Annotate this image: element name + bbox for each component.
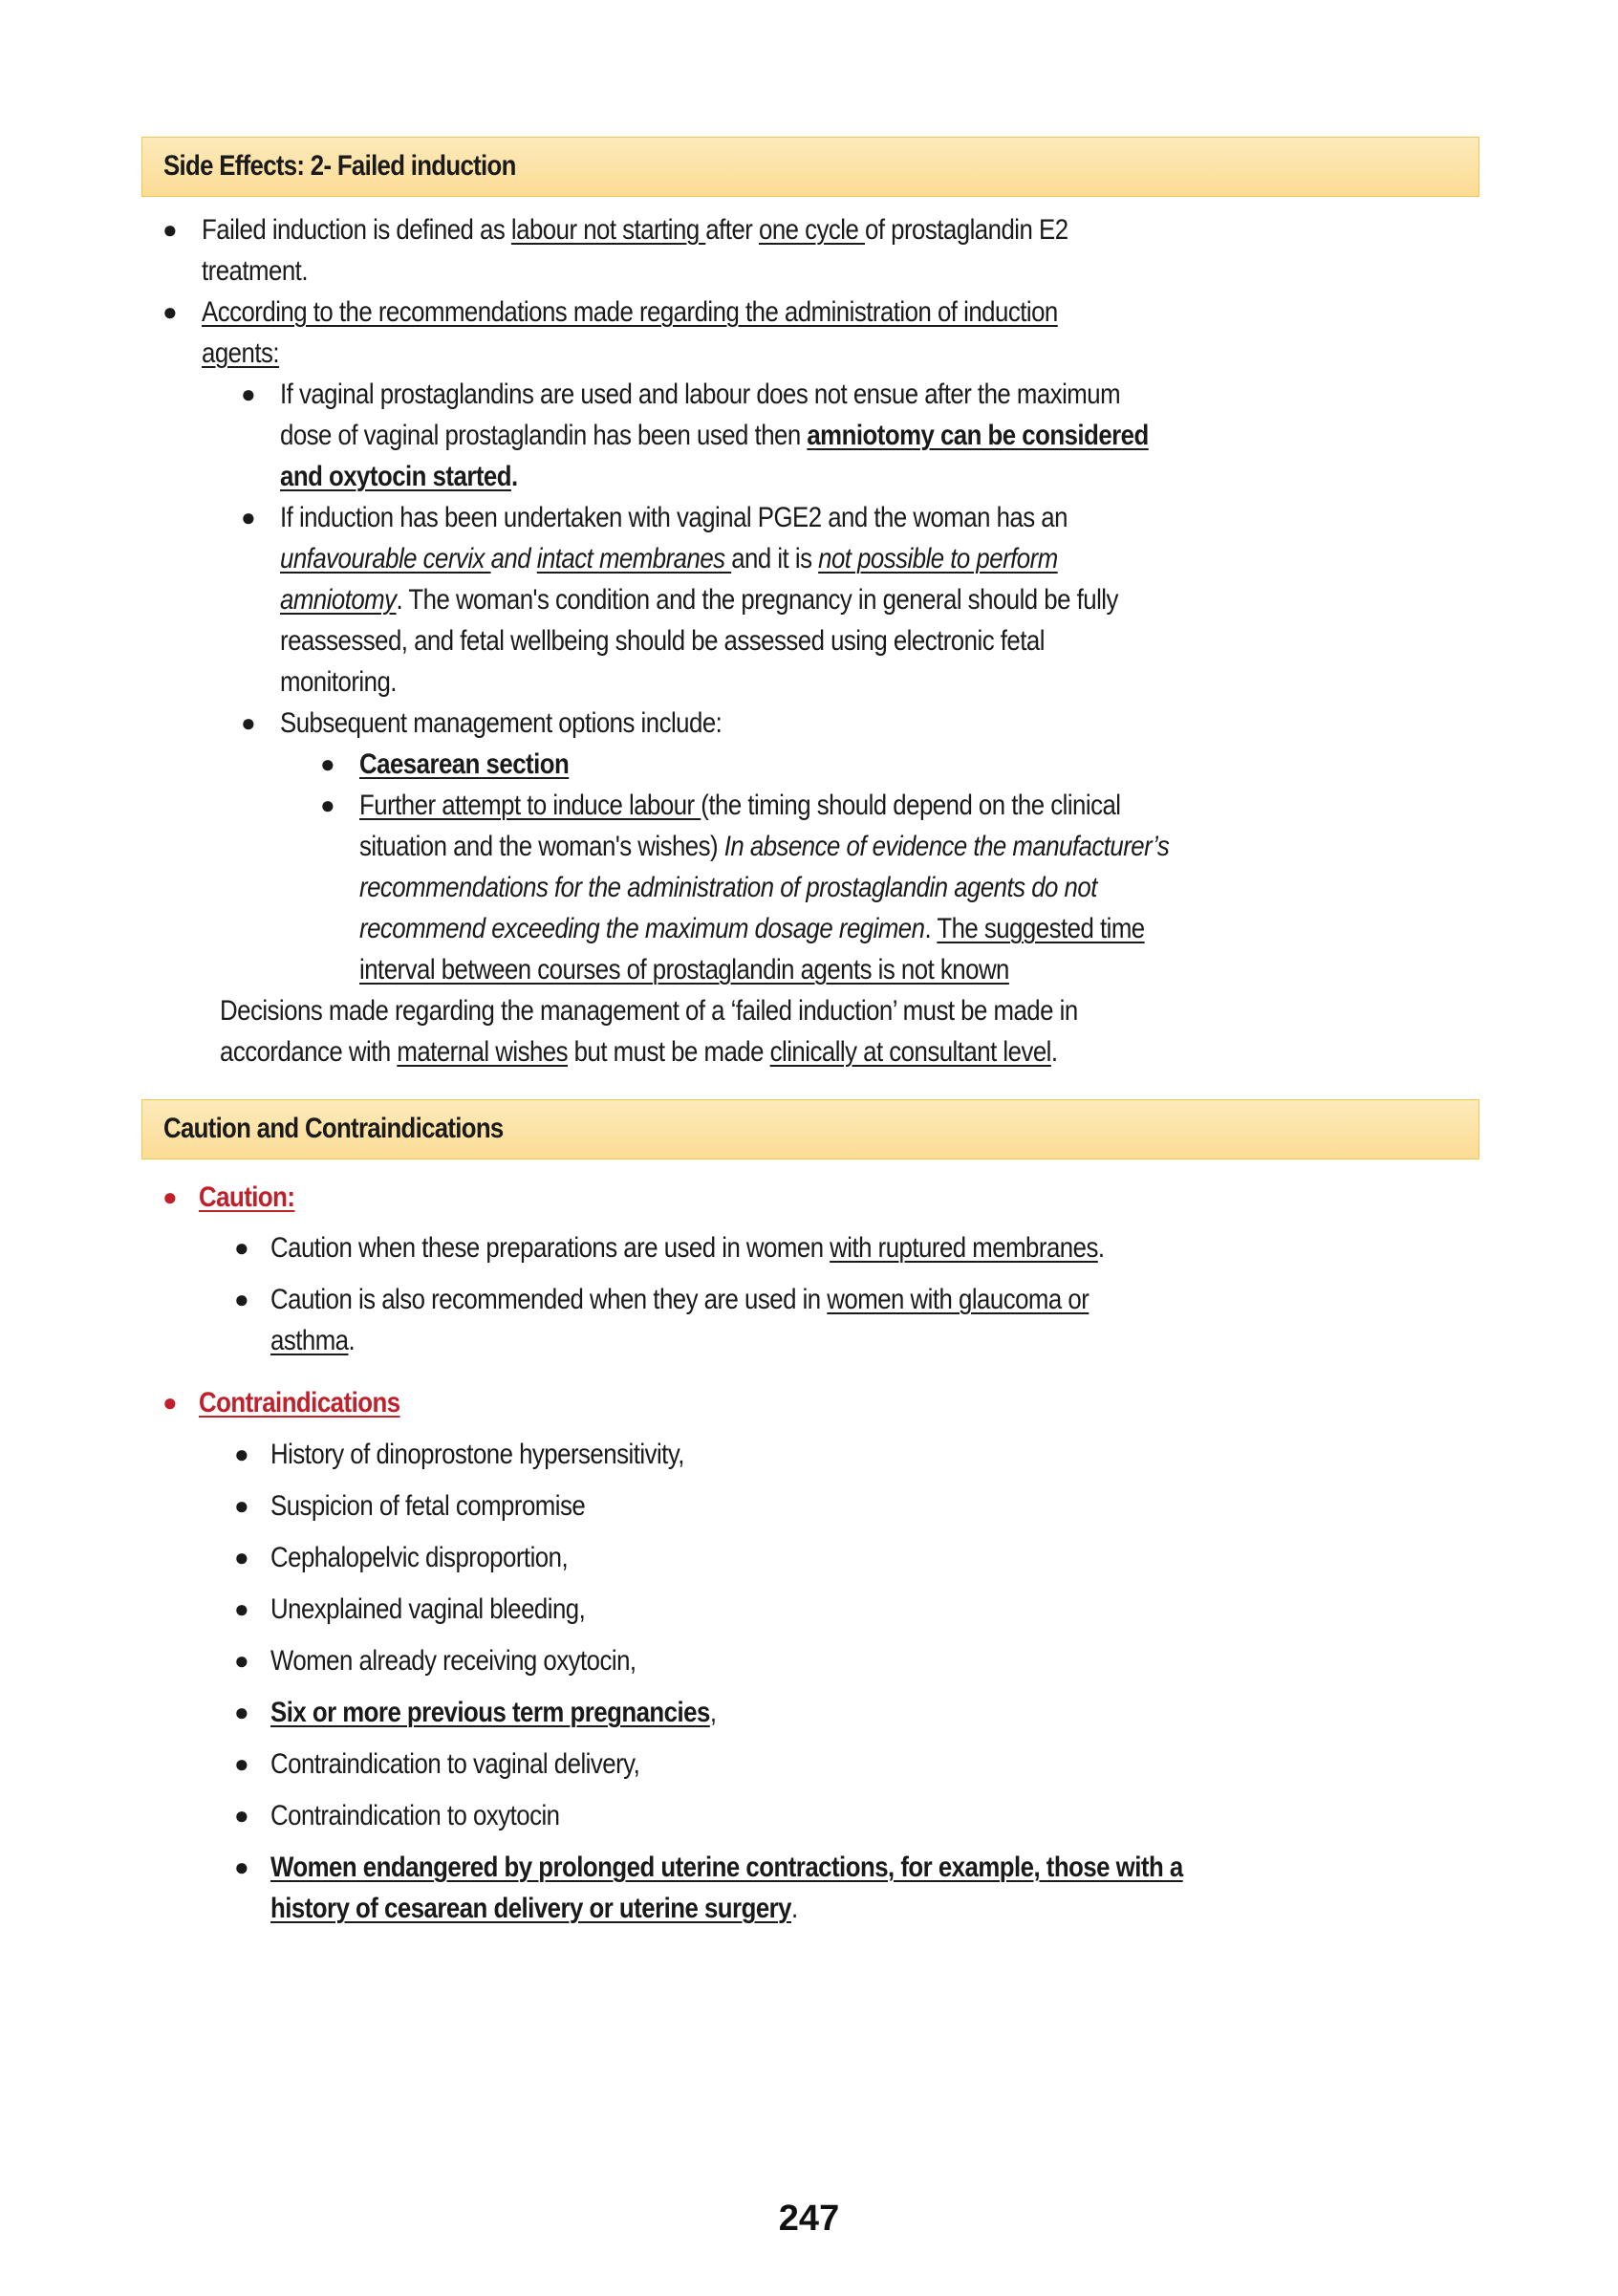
sub-item-pge2-l5: monitoring. — [280, 666, 397, 698]
underlined-text: with ruptured membranes — [830, 1232, 1098, 1264]
option-caesarean-section — [359, 744, 569, 785]
contraindication-item: Unexplained vaginal bleeding, — [270, 1593, 586, 1625]
bold-underlined-text: Caesarean section — [359, 748, 570, 780]
bold-underlined-text: Women endangered by prolonged uterine contractions, for example, those with a — [270, 1852, 1183, 1883]
bullet-icon: ● — [162, 297, 178, 326]
contraindication-item-uterine-contractions-l2 — [270, 1888, 798, 1929]
underlined-text: agents: — [202, 337, 280, 369]
sub-item-pge2: If induction has been undertaken with vaginal PGE2 and the woman has an — [280, 502, 1068, 533]
underlined-text: interval between courses of prostaglandin agents is not known — [359, 954, 1009, 986]
bold-underlined-text: and oxytocin started — [280, 461, 512, 492]
section-header-title: Caution and Contraindications — [163, 1113, 504, 1144]
contraindication-item-six-pregnancies — [270, 1692, 716, 1733]
text: . — [1097, 1232, 1105, 1264]
failed-induction-definition-cont: treatment. — [202, 255, 308, 287]
section-header-failed-induction — [141, 137, 1479, 197]
caution-glaucoma-asthma — [270, 1279, 1089, 1320]
bullet-icon: ● — [234, 1594, 249, 1623]
option-further-induction-l3 — [359, 867, 1097, 908]
bold-underlined-text: Six or more previous term pregnancies — [270, 1697, 710, 1728]
text: after — [705, 214, 759, 246]
bullet-icon: ● — [320, 749, 335, 778]
contraindication-item: Contraindication to vaginal delivery, — [270, 1748, 640, 1780]
underlined-text: women with glaucoma or — [827, 1284, 1089, 1315]
italic-underlined-text: unfavourable cervix — [280, 543, 491, 574]
bullet-icon: ● — [234, 1698, 249, 1726]
text: (the timing should depend on the clinical — [701, 790, 1121, 821]
text: accordance with — [220, 1036, 398, 1068]
italic-underlined-text: amniotomy — [280, 584, 397, 616]
contraindication-item: Women already receiving oxytocin, — [270, 1645, 636, 1677]
recommendations-intro-cont — [202, 333, 279, 374]
bold-underlined-text: history of cesarean delivery or uterine surgery — [270, 1893, 792, 1924]
sub-item-vaginal-prostaglandins-l2 — [280, 415, 1149, 456]
recommendations-intro — [202, 292, 1058, 333]
text: and it is — [731, 543, 819, 574]
decision-paragraph: Decisions made regarding the management of a ‘failed induction’ must be made in — [220, 995, 1078, 1027]
section-header-caution-contraindications — [141, 1099, 1479, 1159]
italic-text: In absence of evidence the manufacturer’s — [723, 831, 1170, 862]
sub-item-management-options: Subsequent management options include: — [280, 707, 723, 739]
underlined-text: According to the recommendations made regarding the administration of induction — [202, 296, 1058, 328]
underlined-text: The suggested time — [937, 913, 1145, 944]
text: of prostaglandin E2 — [865, 214, 1068, 246]
underlined-text: asthma — [270, 1325, 349, 1356]
decision-paragraph-l2 — [220, 1031, 1058, 1072]
red-underlined-label: Contraindications — [199, 1387, 400, 1419]
underlined-text: one cycle — [758, 214, 866, 246]
text: . — [924, 913, 938, 944]
sub-item-pge2-l4: reassessed, and fetal wellbeing should be assessed using electronic fetal — [280, 625, 1045, 657]
bullet-icon: ● — [234, 1801, 249, 1830]
text: , — [709, 1697, 717, 1728]
text: Failed induction is defined as — [202, 214, 511, 246]
bullet-icon: ● — [241, 379, 256, 408]
section-header-title: Side Effects: 2- Failed induction — [163, 150, 516, 182]
sub-item-pge2-l2 — [280, 538, 1058, 579]
text: Caution is also recommended when they are used in — [270, 1284, 828, 1315]
bullet-icon: ● — [234, 1749, 249, 1778]
option-further-induction — [359, 785, 1121, 826]
italic-text: recommend exceeding the maximum dosage regimen — [359, 913, 925, 944]
bullet-icon: ● — [162, 1182, 178, 1211]
contraindication-item: Suspicion of fetal compromise — [270, 1490, 586, 1522]
sub-item-vaginal-prostaglandins: If vaginal prostaglandins are used and labour does not ensue after the maximum — [280, 379, 1121, 410]
italic-underlined-text: not possible to perform — [818, 543, 1058, 574]
text: . — [511, 461, 518, 492]
underlined-text: labour not starting — [510, 214, 706, 246]
bullet-icon: ● — [162, 215, 178, 244]
contraindication-item: Contraindication to oxytocin — [270, 1800, 560, 1831]
caution-glaucoma-asthma-l2 — [270, 1320, 355, 1361]
italic-underlined-text: intact membranes — [536, 543, 732, 574]
underlined-text: Further attempt to induce labour — [359, 790, 701, 821]
sub-item-pge2-l3 — [280, 579, 1118, 620]
red-underlined-label: Caution: — [199, 1181, 295, 1213]
sub-item-vaginal-prostaglandins-l3 — [280, 456, 518, 497]
text: but must be made — [568, 1036, 770, 1068]
contraindication-item-uterine-contractions — [270, 1847, 1183, 1888]
option-further-induction-l4 — [359, 908, 1145, 949]
text: . — [791, 1893, 798, 1924]
contraindication-item: History of dinoprostone hypersensitivity, — [270, 1439, 684, 1470]
italic-text: recommendations for the administration of prostaglandin agents do not — [359, 872, 1097, 903]
bullet-icon: ● — [241, 708, 256, 737]
text: situation and the woman's wishes) — [359, 831, 724, 862]
bullet-icon: ● — [234, 1285, 249, 1313]
text: . — [348, 1325, 356, 1356]
underlined-text: maternal wishes — [397, 1036, 569, 1068]
caution-label — [199, 1177, 294, 1218]
bullet-icon: ● — [234, 1233, 249, 1262]
bullet-icon: ● — [234, 1491, 249, 1520]
text: dose of vaginal prostaglandin has been used then — [280, 420, 808, 451]
italic-text: and — [490, 543, 537, 574]
failed-induction-definition — [202, 209, 1068, 250]
bullet-icon: ● — [162, 1388, 178, 1417]
bullet-icon: ● — [234, 1852, 249, 1881]
bullet-icon: ● — [241, 503, 256, 531]
text: . The woman's condition and the pregnancy in general should be fully — [396, 584, 1118, 616]
text: Caution when these preparations are used in women — [270, 1232, 831, 1264]
underlined-text: clinically at consultant level — [769, 1036, 1051, 1068]
contraindications-label — [199, 1382, 400, 1423]
option-further-induction-l2 — [359, 826, 1169, 867]
bullet-icon: ● — [234, 1646, 249, 1675]
page-number: 247 — [778, 2199, 840, 2239]
bullet-icon: ● — [234, 1543, 249, 1571]
text: . — [1050, 1036, 1058, 1068]
bold-underlined-text: amniotomy can be considered — [807, 420, 1149, 451]
bullet-icon: ● — [320, 791, 335, 819]
bullet-icon: ● — [234, 1440, 249, 1468]
option-further-induction-l5 — [359, 949, 1009, 990]
contraindication-item: Cephalopelvic disproportion, — [270, 1542, 569, 1573]
caution-ruptured-membranes — [270, 1227, 1105, 1268]
